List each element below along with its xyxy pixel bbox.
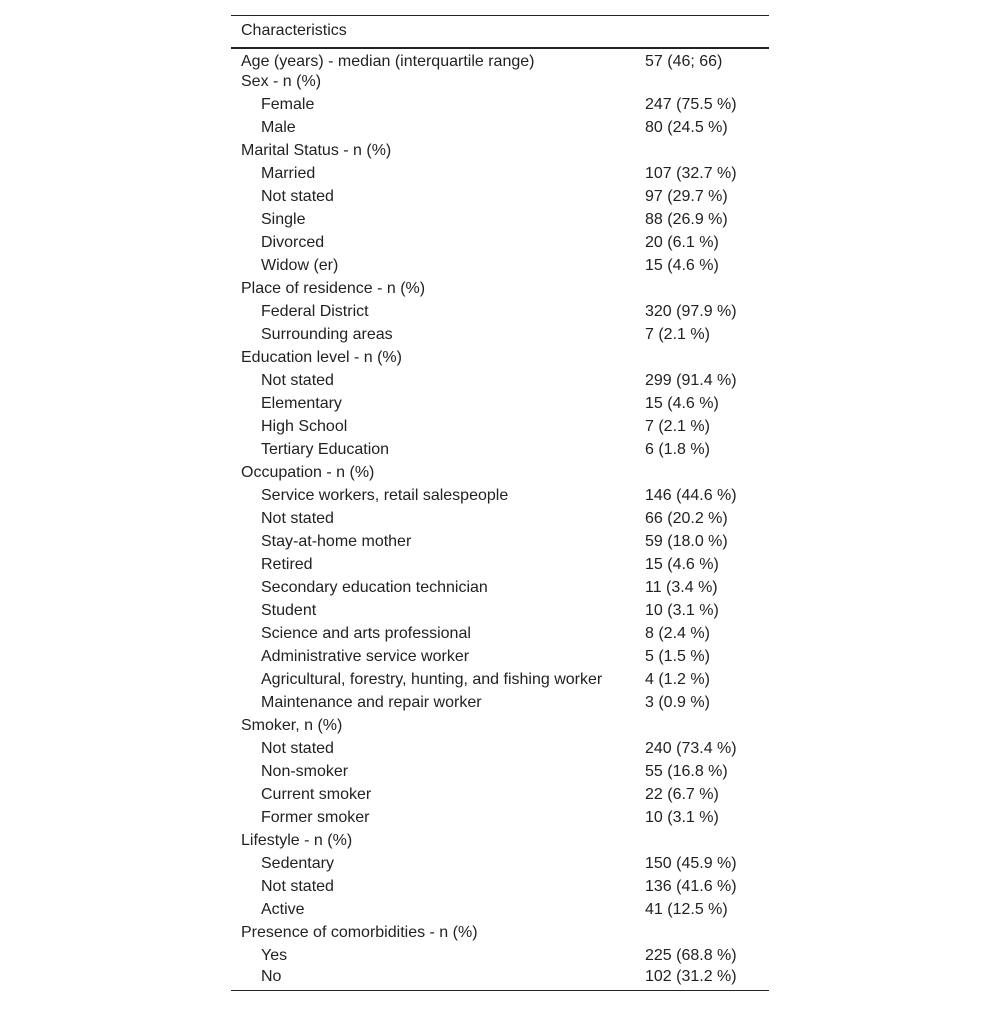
- table-section-row: [231, 48, 769, 71]
- table-section-row: [231, 922, 769, 945]
- row-value: 55 (16.8 %): [645, 763, 728, 780]
- table-row: [231, 945, 769, 968]
- table-body: [231, 48, 769, 991]
- row-label: Widow (er): [261, 257, 339, 274]
- table-row: [231, 968, 769, 991]
- table-row: [231, 301, 769, 324]
- row-label: No: [231, 968, 635, 991]
- section-label: Place of residence - n (%): [241, 280, 426, 297]
- table-row: [231, 209, 769, 232]
- section-label: Smoker, n (%): [241, 717, 343, 734]
- row-value: 320 (97.9 %): [645, 303, 737, 320]
- row-label: Not stated: [261, 740, 334, 757]
- row-value: 4 (1.2 %): [645, 671, 710, 688]
- table-row: [231, 186, 769, 209]
- row-label: Divorced: [261, 234, 325, 251]
- table-row: [231, 784, 769, 807]
- table-section-row: [231, 715, 769, 738]
- table-section-row: [231, 462, 769, 485]
- row-value: 15 (4.6 %): [645, 257, 719, 274]
- table-section-row: [231, 830, 769, 853]
- table-row: [231, 646, 769, 669]
- section-label: Occupation - n (%): [241, 464, 375, 481]
- row-value: [635, 140, 769, 163]
- row-label: Male: [261, 119, 296, 136]
- section-label: Sex - n (%): [241, 73, 322, 90]
- table-row: [231, 761, 769, 784]
- row-value: 10 (3.1 %): [645, 602, 719, 619]
- row-value: 146 (44.6 %): [645, 487, 737, 504]
- row-value: 66 (20.2 %): [645, 510, 728, 527]
- row-label: Service workers, retail salespeople: [261, 487, 509, 504]
- table-row: [231, 899, 769, 922]
- table-row: [231, 577, 769, 600]
- section-label: Presence of comorbidities - n (%): [241, 924, 478, 941]
- table-section-row: [231, 71, 769, 94]
- table-header-characteristics: Characteristics: [231, 16, 769, 48]
- table-row: [231, 255, 769, 278]
- table-row: [231, 393, 769, 416]
- row-label: Administrative service worker: [261, 648, 470, 665]
- row-value: 20 (6.1 %): [645, 234, 719, 251]
- row-label: Tertiary Education: [261, 441, 390, 458]
- table-row: [231, 600, 769, 623]
- row-value: 10 (3.1 %): [645, 809, 719, 826]
- row-value: [635, 830, 769, 853]
- row-label: Surrounding areas: [261, 326, 393, 343]
- row-value: 102 (31.2 %): [635, 968, 769, 991]
- row-label: Current smoker: [261, 786, 372, 803]
- row-value: 247 (75.5 %): [645, 96, 737, 113]
- row-value: 240 (73.4 %): [645, 740, 737, 757]
- row-value: [635, 922, 769, 945]
- characteristics-table: [231, 15, 769, 991]
- row-label: Agricultural, forestry, hunting, and fishing worker: [261, 671, 603, 688]
- row-value: [635, 715, 769, 738]
- table-row: [231, 876, 769, 899]
- table-row: [231, 416, 769, 439]
- row-value: 3 (0.9 %): [645, 694, 710, 711]
- table-section-row: [231, 347, 769, 370]
- table-row: [231, 94, 769, 117]
- section-label: Marital Status - n (%): [241, 142, 392, 159]
- row-label: Elementary: [261, 395, 342, 412]
- table-row: [231, 370, 769, 393]
- row-label: Stay-at-home mother: [261, 533, 412, 550]
- row-label: Science and arts professional: [261, 625, 471, 642]
- table-row: [231, 117, 769, 140]
- row-label: Sedentary: [261, 855, 334, 872]
- characteristics-table-container: [231, 15, 769, 991]
- row-value: [635, 71, 769, 94]
- table-row: [231, 324, 769, 347]
- row-value: 8 (2.4 %): [645, 625, 710, 642]
- row-value: 6 (1.8 %): [645, 441, 710, 458]
- table-row: [231, 485, 769, 508]
- section-label: Lifestyle - n (%): [241, 832, 353, 849]
- row-label: Married: [261, 165, 316, 182]
- table-section-row: [231, 278, 769, 301]
- row-value: 80 (24.5 %): [645, 119, 728, 136]
- row-value: 41 (12.5 %): [645, 901, 728, 918]
- table-row: [231, 232, 769, 255]
- row-label: Former smoker: [261, 809, 370, 826]
- row-label: Not stated: [261, 878, 334, 895]
- row-value: 22 (6.7 %): [645, 786, 719, 803]
- row-label: Not stated: [261, 510, 334, 527]
- table-row: [231, 692, 769, 715]
- table-row: [231, 531, 769, 554]
- table-row: [231, 669, 769, 692]
- row-label: Maintenance and repair worker: [261, 694, 482, 711]
- row-value: 225 (68.8 %): [645, 947, 737, 964]
- table-header-row: [231, 16, 769, 48]
- row-label: High School: [261, 418, 348, 435]
- row-value: 11 (3.4 %): [645, 579, 718, 596]
- row-value: 5 (1.5 %): [645, 648, 710, 665]
- row-label: Active: [261, 901, 305, 918]
- table-row: [231, 163, 769, 186]
- row-value: 107 (32.7 %): [645, 165, 737, 182]
- row-label: Single: [261, 211, 306, 228]
- row-value: 57 (46; 66): [645, 52, 723, 70]
- section-label: Age (years) - median (interquartile range): [241, 52, 535, 70]
- table-row: [231, 439, 769, 462]
- table-section-row: [231, 140, 769, 163]
- table-row: [231, 623, 769, 646]
- row-value: 59 (18.0 %): [645, 533, 728, 550]
- table-row: [231, 807, 769, 830]
- row-value: [635, 278, 769, 301]
- section-label: Education level - n (%): [241, 349, 402, 366]
- table-row: [231, 554, 769, 577]
- row-value: 150 (45.9 %): [645, 855, 737, 872]
- row-label: Retired: [261, 556, 313, 573]
- row-label: Secondary education technician: [261, 579, 488, 596]
- table-row: [231, 738, 769, 761]
- row-label: Student: [261, 602, 317, 619]
- row-label: Yes: [261, 947, 288, 964]
- row-value: [635, 347, 769, 370]
- row-value: 7 (2.1 %): [645, 418, 710, 435]
- row-label: Female: [261, 96, 315, 113]
- row-label: Non-smoker: [261, 763, 349, 780]
- row-label: Federal District: [261, 303, 369, 320]
- row-value: [635, 462, 769, 485]
- row-label: Not stated: [261, 188, 334, 205]
- row-value: 97 (29.7 %): [645, 188, 728, 205]
- row-value: 299 (91.4 %): [645, 372, 737, 389]
- row-value: 7 (2.1 %): [645, 326, 710, 343]
- table-row: [231, 853, 769, 876]
- row-value: 136 (41.6 %): [645, 878, 737, 895]
- row-value: 15 (4.6 %): [645, 556, 719, 573]
- row-label: Not stated: [261, 372, 334, 389]
- table-row: [231, 508, 769, 531]
- row-value: 88 (26.9 %): [645, 211, 728, 228]
- row-value: 15 (4.6 %): [645, 395, 719, 412]
